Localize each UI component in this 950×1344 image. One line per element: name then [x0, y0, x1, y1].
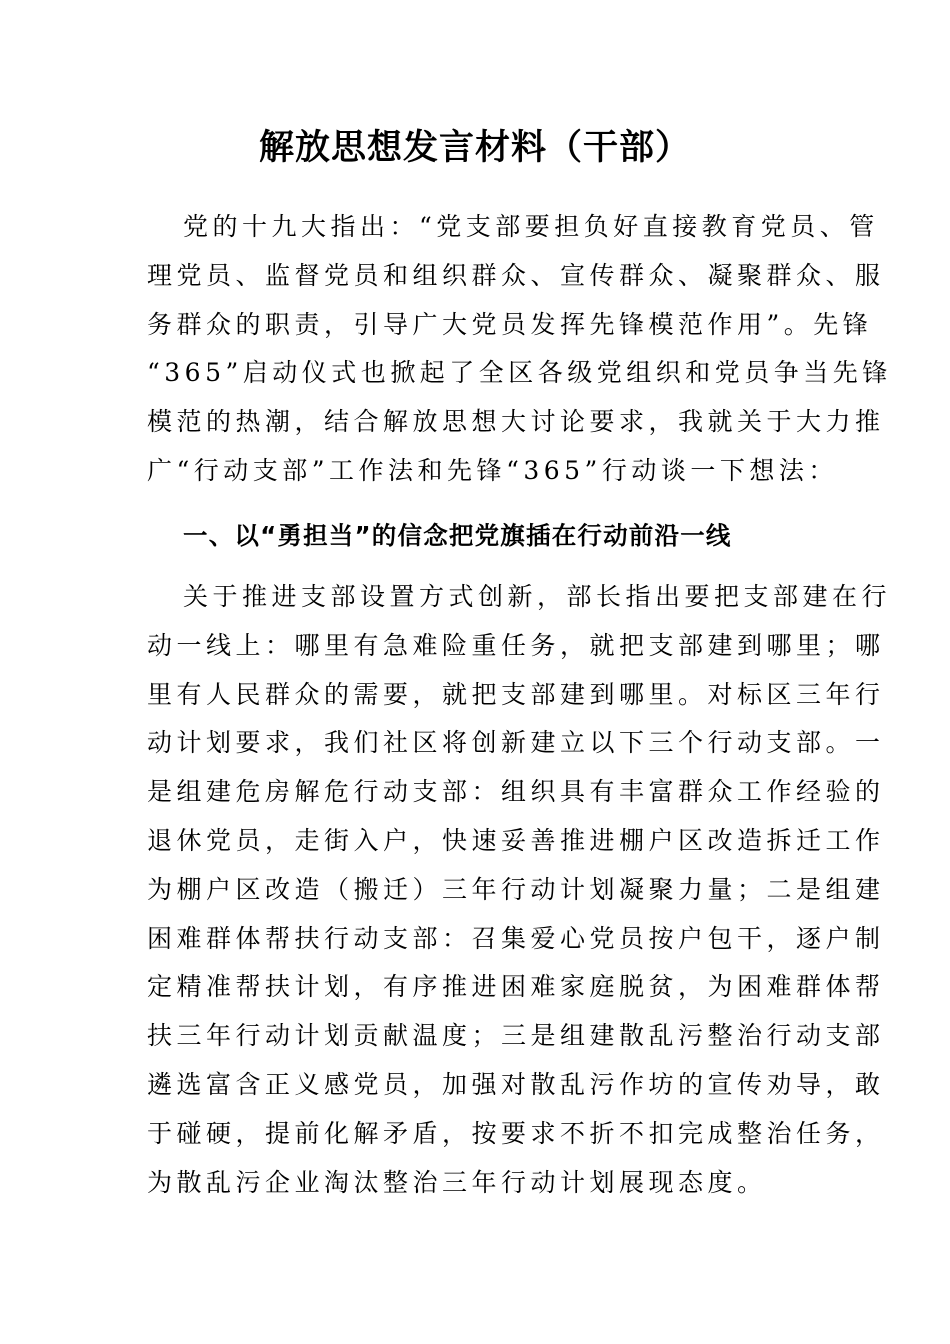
paragraph-line: 理党员、监督党员和组织群众、宣传群众、凝聚群众、服: [147, 260, 885, 290]
paragraph-line: 为棚户区改造（搬迁）三年行动计划凝聚力量；二是组建: [147, 874, 885, 904]
paragraph-line: 定精准帮扶计划，有序推进困难家庭脱贫，为困难群体帮: [147, 972, 885, 1002]
paragraph-line: 动计划要求，我们社区将创新建立以下三个行动支部。一: [147, 728, 885, 758]
paragraph-line: 退休党员，走街入户，快速妥善推进棚户区改造拆迁工作: [147, 825, 885, 855]
paragraph-section-1: [147, 573, 892, 1207]
paragraph-line: “365”启动仪式也掀起了全区各级党组织和党员争当先锋: [147, 358, 892, 388]
section-heading-1: 一、以“勇担当”的信念把党旗插在行动前沿一线: [183, 521, 732, 550]
paragraph-intro: [147, 203, 892, 496]
paragraph-line: 扶三年行动计划贡献温度；三是组建散乱污整治行动支部: [147, 1021, 885, 1051]
paragraph-line: 困难群体帮扶行动支部：召集爱心党员按户包干，逐户制: [147, 923, 885, 953]
paragraph-line: 遴选富含正义感党员，加强对散乱污作坊的宣传劝导，敢: [147, 1069, 885, 1099]
paragraph-line: 动一线上：哪里有急难险重任务，就把支部建到哪里；哪: [147, 630, 885, 660]
paragraph-line: 关于推进支部设置方式创新，部长指出要把支部建在行: [183, 582, 892, 611]
document-title: 解放思想发言材料（干部）: [258, 128, 691, 168]
paragraph-line: 是组建危房解危行动支部：组织具有丰富群众工作经验的: [147, 777, 885, 807]
paragraph-line: 模范的热潮，结合解放思想大讨论要求，我就关于大力推: [147, 407, 885, 437]
paragraph-line: 里有人民群众的需要，就把支部建到哪里。对标区三年行: [147, 679, 885, 709]
paragraph-line: 务群众的职责，引导广大党员发挥先锋模范作用”。先锋: [147, 309, 873, 339]
paragraph-line: 党的十九大指出：“党支部要担负好直接教育党员、管: [183, 212, 879, 241]
paragraph-line: 为散乱污企业淘汰整治三年行动计划展现态度。: [147, 1167, 767, 1197]
paragraph-line: 广“行动支部”工作法和先锋“365”行动谈一下想法：: [147, 455, 838, 485]
paragraph-line: 于碰硬，提前化解矛盾，按要求不折不扣完成整治任务，: [147, 1118, 885, 1148]
